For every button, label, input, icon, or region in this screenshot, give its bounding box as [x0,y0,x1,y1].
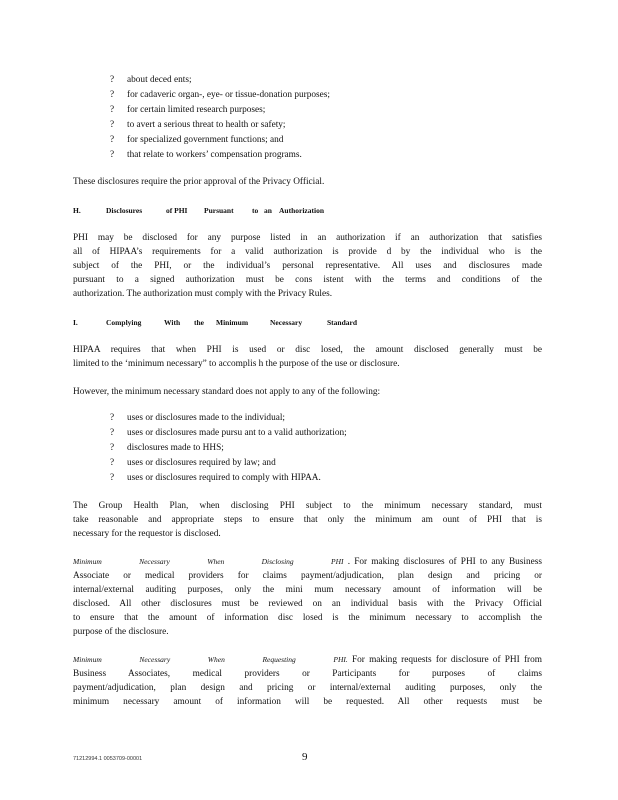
group-health-plan-paragraph: The Group Health Plan, when disclosing PHI subject to the minimum necessary standard, must take reasonable and appropriate steps to ensure that only the minimum am ount of PHI that is necessary for the requestor is disclosed. [73,501,542,539]
list-item: ? uses or disclosures required by law; and [110,456,347,471]
list-item: ? uses or disclosures made pursu ant to a valid authorization; [110,426,347,441]
italic-run-heading: Minimum Necessary When Disclosing PHI [73,557,344,566]
list-item: ? to avert a serious threat to health or safety; [110,118,330,133]
italic-run-heading: Minimum Necessary When Requesting PHI. [73,655,348,664]
bullet-icon: ? [110,120,115,130]
list-item: ? for cadaveric organ-, eye- or tissue-donation purposes; [110,88,330,103]
authorization-paragraph: PHI may be disclosed for any purpose listed in an authorization if an authorization that satisfies all of HIPAA’s requirements for a valid authorization is provide d by the individual who is the subject of the PHI, or the individual’s personal representative. All uses and disclosures made pursuant to a signed authorization must be cons istent with the terms and conditions of the authorization. The authorization must comply with the Privacy Rules. [73,233,542,299]
bullet-icon: ? [110,150,115,160]
bullet-icon: ? [110,473,115,483]
disclosing-paragraph: Minimum Necessary When Disclosing PHI . For making disclosures of PHI to any Business Associate or medical providers for claims payment/adjudication, plan design and pricing or internal/external auditing purposes, only the mini mum necessary amount of information will be disclosed. All other disclosures must be reviewed on an individual basis with the Privacy Official to ensure that the amount of information disc losed is the minimum necessary to accomplish the purpose of the disclosure. [73,557,542,637]
bullet-icon: ? [110,458,115,468]
page-number: 9 [302,751,308,763]
list-item: ? uses or disclosures made to the individual; [110,411,347,426]
section-heading-h: H. Disclosures of PHI Pursuant to an Authorization [73,206,324,215]
list-item: ? uses or disclosures required to comply with HIPAA. [110,471,347,486]
however-paragraph: However, the minimum necessary standard does not apply to any of the following: [73,387,381,397]
list-item: ? disclosures made to HHS; [110,441,347,456]
approval-paragraph: These disclosures require the prior approval of the Privacy Official. [73,177,325,187]
document-id-footer: 71212994.1 0053709-00001 [73,756,143,762]
list-item: ? about deced ents; [110,73,330,88]
list-item: ? for specialized government functions; and [110,133,330,148]
bullet-icon: ? [110,90,115,100]
minimum-necessary-paragraph: HIPAA requires that when PHI is used or disc losed, the amount disclosed generally must be limited to the ‘minimum necessary” to accomplis h the purpose of the use or disclosure. [73,345,542,369]
bullet-icon: ? [110,75,115,85]
requesting-paragraph: Minimum Necessary When Requesting PHI. For making requests for disclosure of PHI from Business Associates, medical providers or Participants for purposes of claims payment/adjudication, plan design and pricing or internal/external auditing purposes, only the minimum necessary amount of information will be requested. All other requests must be [73,655,542,707]
list-item: ? that relate to workers’ compensation programs. [110,148,330,163]
list-item: ? for certain limited research purposes; [110,103,330,118]
bullet-icon: ? [110,443,115,453]
bullet-icon: ? [110,135,115,145]
bullet-icon: ? [110,413,115,423]
exceptions-list [110,411,347,486]
bullet-icon: ? [110,105,115,115]
disclosure-purposes-list [110,73,330,163]
bullet-icon: ? [110,428,115,438]
section-heading-i: I. Complying With the Minimum Necessary Standard [73,318,358,327]
